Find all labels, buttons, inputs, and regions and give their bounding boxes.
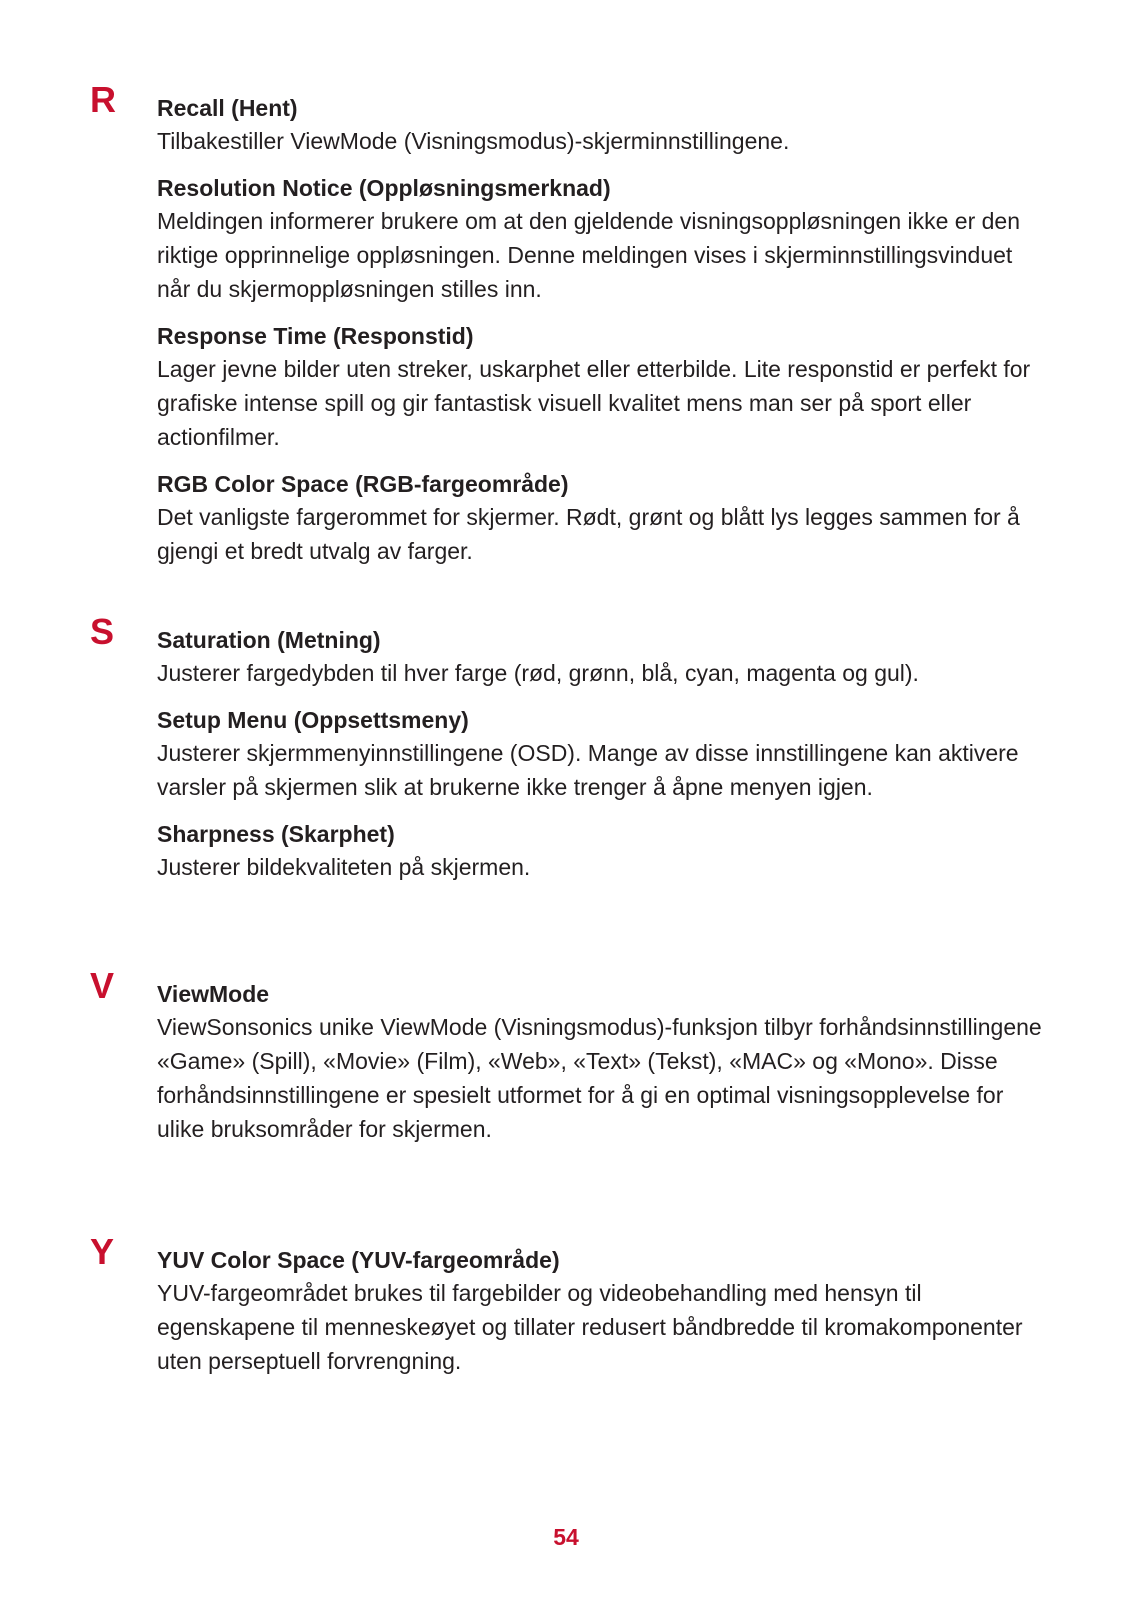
entry-term: Sharpness (Skarphet) [157,821,395,847]
entry-term: Saturation (Metning) [157,627,381,653]
entry-description: Det vanligste fargerommet for skjermer. Rødt, grønt og blått lys legges sammen for å gjengi et bredt utvalg av farger. [157,504,1020,564]
glossary-entry [157,978,1047,1146]
glossary-entry [157,704,1047,804]
entry-term: YUV Color Space (YUV-fargeområde) [157,1247,560,1273]
glossary-entry [157,624,1047,690]
section-letter: Y [90,1231,115,1272]
entry-description: Justerer skjermmenyinnstillingene (OSD). Mange av disse innstillingene kan aktivere varsler på skjermen slik at brukerne ikke trenger å åpne menyen igjen. [157,740,1019,800]
entry-description: ViewSonsonics unike ViewMode (Visningsmodus)-funksjon tilbyr forhåndsinnstillingene «Game» (Spill), «Movie» (Film), «Web», «Text» (Tekst), «MAC» og «Mono». Disse forhåndsinnstillingene er spesielt utformet for å gi en optimal visningsopplevelse for ulike bruksområder for skjermen. [157,1014,1042,1142]
entry-description: YUV-fargeområdet brukes til fargebilder og videobehandling med hensyn til egenskapene til menneskeøyet og tillater redusert båndbredde til kromakomponenter uten perseptuell forvrengning. [157,1280,1023,1374]
section-entries [157,978,1047,1160]
glossary-entry [157,320,1047,454]
glossary-entry [157,818,1047,884]
entry-term: Recall (Hent) [157,95,298,121]
entry-term: RGB Color Space (RGB-fargeområde) [157,471,569,497]
entry-description: Justerer bildekvaliteten på skjermen. [157,854,531,880]
section-entries [157,92,1047,582]
section-letter: V [90,965,115,1006]
section-letter: S [90,611,115,652]
entry-term: Resolution Notice (Oppløsningsmerknad) [157,175,611,201]
entry-description: Meldingen informerer brukere om at den gjeldende visningsoppløsningen ikke er den riktige opprinnelige oppløsningen. Denne meldingen vises i skjerminnstillingsvinduet når du skjermoppløsningen stilles inn. [157,208,1021,302]
entry-term: Response Time (Responstid) [157,323,474,349]
glossary-entry [157,92,1047,158]
glossary-entry [157,468,1047,568]
entry-term: ViewMode [157,981,270,1007]
section-entries [157,1244,1047,1392]
entry-term: Setup Menu (Oppsettsmeny) [157,707,469,733]
glossary-entry [157,1244,1047,1378]
section-letter: R [90,79,116,120]
entry-description: Tilbakestiller ViewMode (Visningsmodus)-skjerminnstillingene. [157,128,790,154]
page-number: 54 [553,1524,579,1550]
entry-description: Lager jevne bilder uten streker, uskarphet eller etterbilde. Lite responstid er perfekt for grafiske intense spill og gir fantastisk visuell kvalitet mens man ser på sport eller actionfilmer. [157,356,1031,450]
glossary-entry [157,172,1047,306]
entry-description: Justerer fargedybden til hver farge (rød, grønn, blå, cyan, magenta og gul). [157,660,919,686]
section-entries [157,624,1047,898]
